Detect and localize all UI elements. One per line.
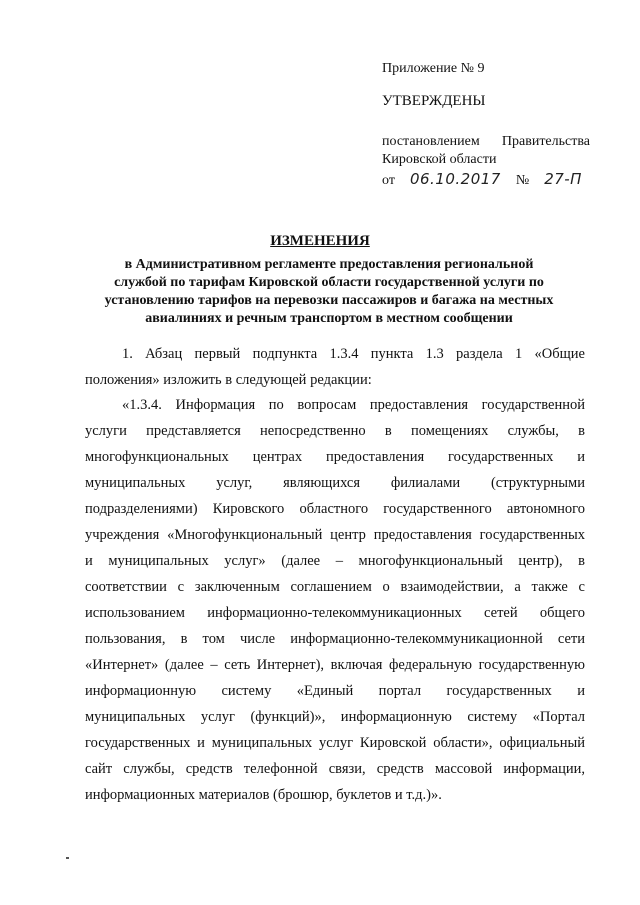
paragraph-line: «1.3.4. Информация по вопросам предоставления государственной	[122, 397, 585, 413]
paragraph-line: сайт службы, средств телефонной связи, средств массовой информации,	[85, 761, 585, 777]
appendix-number: Приложение № 9	[382, 61, 485, 76]
document-subtitle	[92, 256, 566, 328]
paragraph-line: положения» изложить в следующей редакции:	[85, 372, 372, 388]
document-title: ИЗМЕНЕНИЯ	[270, 233, 370, 249]
paragraph-line: 1. Абзац первый подпункта 1.3.4 пункта 1.3 раздела 1 «Общие	[122, 346, 585, 362]
paragraph-line: государственных и муниципальных услуг Кировской области», официальный	[85, 735, 585, 751]
paragraph-line: многофункциональных центрах предоставления государственных и	[85, 449, 585, 465]
paragraph-line: пользования, в том числе информационно-телекоммуникационной сети	[85, 631, 585, 647]
subtitle-line: установлению тарифов на перевозки пассажиров и багажа на местных	[104, 293, 554, 308]
paragraph-line: муниципальных услуг, являющихся филиалами (структурными	[85, 475, 585, 491]
paragraph-line: учреждения «Многофункциональный центр предоставления государственных	[85, 527, 585, 543]
scan-speck	[66, 857, 69, 859]
paragraph-line: информационную систему «Единый портал государственных и	[85, 683, 585, 699]
paragraph-line: использованием информационно-телекоммуникационных сетей общего	[85, 605, 585, 621]
paragraph-line: подразделениями) Кировского областного государственного автономного	[85, 501, 585, 517]
decree-government: Правительства	[501, 134, 590, 149]
paragraph-line: муниципальных услуг (функций)», информационную систему «Портал	[85, 709, 585, 725]
handwritten-number: 27-П	[544, 170, 582, 188]
decree-date-line	[382, 170, 582, 190]
date-prefix: от	[382, 173, 395, 188]
subtitle-line: авиалиниях и речным транспортом в местном сообщении	[145, 311, 513, 326]
paragraph-line: «Интернет» (далее – сеть Интернет), включая федеральную государственную	[85, 657, 585, 673]
paragraph-line: и муниципальных услуг» (далее – многофункциональный центр), в	[85, 553, 585, 569]
decree-region: Кировской области	[382, 152, 497, 167]
paragraph-line: услуги представляется непосредственно в помещениях службы, в	[85, 423, 585, 439]
subtitle-line: в Административном регламенте предоставления региональной	[124, 257, 534, 272]
decree-word: постановлением	[382, 134, 480, 149]
number-prefix: №	[515, 173, 530, 188]
approved-label: УТВЕРЖДЕНЫ	[382, 93, 486, 109]
handwritten-date: 06.10.2017	[409, 170, 501, 188]
paragraph-line: информационных материалов (брошюр, буклетов и т.д.)».	[85, 787, 442, 803]
subtitle-line: службой по тарифам Кировской области государственной услуги по	[114, 275, 544, 290]
paragraph-line: соответствии с заключенным соглашением о взаимодействии, а также с	[85, 579, 585, 595]
decree-line	[382, 133, 590, 151]
